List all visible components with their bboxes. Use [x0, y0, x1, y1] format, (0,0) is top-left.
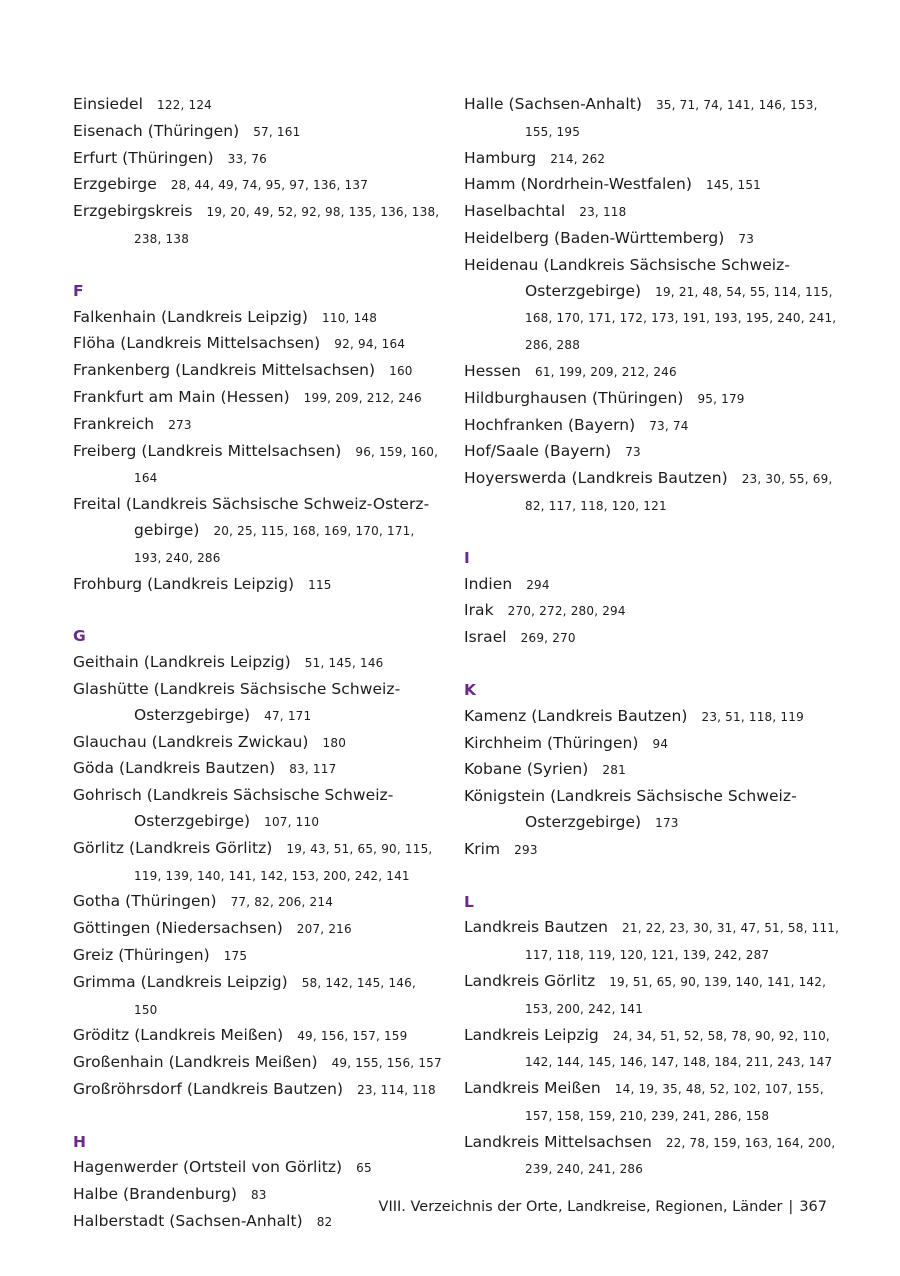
index-entry	[73, 783, 443, 836]
entry-pages: 73	[625, 445, 641, 460]
index-entry	[464, 172, 844, 199]
entry-pages: 23, 114, 118	[357, 1082, 436, 1097]
entry-pages: 49, 155, 156, 157	[331, 1056, 442, 1071]
index-entry	[464, 226, 844, 253]
entry-pages: 214, 262	[550, 151, 606, 166]
entry-pages: 173	[655, 815, 679, 830]
entry-pages: 281	[602, 763, 626, 778]
entry-name: Kirchheim (Thüringen)	[464, 733, 639, 752]
entry-pages: 73, 74	[649, 418, 689, 433]
entry-pages: 19, 43, 51, 65, 90, 115, 119, 139, 140, 141, 142, 153, 200, 242, 141	[134, 841, 433, 883]
entry-name: Erfurt (Thüringen)	[73, 148, 214, 167]
section-letter: H	[73, 1132, 86, 1151]
entry-name: Krim	[464, 839, 501, 858]
entry-name: Haselbachtal	[464, 202, 566, 221]
entry-pages: 269, 270	[520, 631, 576, 646]
entry-pages: 175	[223, 948, 248, 963]
entry-name: Einsiedel	[73, 95, 143, 113]
entry-pages: 23, 51, 118, 119	[701, 709, 804, 724]
entry-name: Eisenach (Thüringen)	[73, 121, 240, 140]
index-entry	[73, 412, 443, 439]
entry-pages: 94	[652, 736, 669, 751]
entry-name: Landkreis Meißen	[464, 1079, 601, 1098]
footer-separator: |	[788, 1199, 794, 1215]
entry-pages: 107, 110	[264, 814, 320, 829]
index-entry	[73, 199, 443, 253]
entry-name: Hamm (Nordrhein-Westfalen)	[464, 175, 692, 194]
entry-name: Großröhrsdorf (Landkreis Bautzen)	[73, 1079, 344, 1098]
entry-name: Göttingen (Niedersachsen)	[73, 919, 283, 938]
index-entry	[464, 466, 844, 520]
index-entry	[464, 92, 844, 146]
index-entry	[73, 439, 443, 493]
index-entry	[464, 199, 844, 226]
entry-pages: 61, 199, 209, 212, 246	[535, 364, 677, 379]
entry-pages: 273	[168, 417, 192, 432]
index-entry	[464, 359, 844, 386]
entry-name: Göda (Landkreis Bautzen)	[73, 759, 276, 778]
index-entry	[464, 386, 844, 413]
index-entry	[73, 331, 443, 358]
index-entry	[73, 889, 443, 916]
entry-pages: 110, 148	[322, 310, 378, 325]
entry-pages: 180	[322, 735, 347, 750]
entry-pages: 96, 159, 160, 164	[134, 444, 439, 486]
entry-name: Flöha (Landkreis Mittelsachsen)	[73, 334, 321, 353]
entry-pages: 160	[389, 364, 413, 379]
index-entry	[73, 92, 443, 119]
entry-name: Landkreis Mittelsachsen	[464, 1132, 652, 1151]
entry-pages: 35, 71, 74, 141, 146, 153, 155, 195	[525, 98, 818, 139]
index-entry	[73, 1077, 443, 1104]
entry-name: Hessen	[464, 361, 522, 380]
entry-pages: 14, 19, 35, 48, 52, 102, 107, 155, 157, 158, 159, 210, 239, 241, 286, 158	[525, 1082, 824, 1123]
entry-pages: 47, 171	[264, 708, 312, 723]
index-entry	[464, 1023, 844, 1077]
index-entry	[73, 916, 443, 943]
index-entry	[464, 598, 844, 625]
entry-pages: 57, 161	[253, 124, 301, 139]
section-letter: L	[464, 892, 474, 911]
index-entry	[464, 439, 844, 466]
entry-name: Geithain (Landkreis Leipzig)	[73, 653, 291, 672]
section-letter: G	[73, 627, 86, 646]
entry-name: Hildburghausen (Thüringen)	[464, 388, 684, 407]
entry-pages: 294	[526, 577, 550, 592]
entry-name: Glashütte (Landkreis Sächsische Schweiz-Osterzgebirge)	[73, 679, 401, 724]
entry-name: Hamburg	[464, 148, 537, 167]
index-entry	[73, 1050, 443, 1077]
entry-name: Hagenwerder (Ortsteil von Görlitz)	[73, 1158, 343, 1177]
entry-pages: 83	[250, 1188, 267, 1203]
entry-name: Landkreis Bautzen	[464, 918, 609, 937]
entry-name: Hof/Saale (Bayern)	[464, 442, 612, 461]
entry-name: Frohburg (Landkreis Leipzig)	[73, 574, 295, 593]
entry-name: Gröditz (Landkreis Meißen)	[73, 1026, 284, 1045]
index-entry	[73, 492, 443, 571]
entry-name: Heidenau (Landkreis Sächsische Schweiz-Osterzgebirge)	[464, 255, 790, 300]
entry-pages: 19, 20, 49, 52, 92, 98, 135, 136, 138, 238, 138	[134, 205, 440, 246]
entry-pages: 293	[514, 842, 538, 857]
entry-pages: 270, 272, 280, 294	[507, 604, 626, 619]
entry-pages: 58, 142, 145, 146, 150	[134, 975, 416, 1017]
entry-pages: 92, 94, 164	[334, 337, 406, 352]
index-entry	[464, 413, 844, 440]
entry-name: Großenhain (Landkreis Meißen)	[73, 1053, 318, 1072]
index-entry	[464, 253, 844, 359]
index-column-left	[73, 92, 443, 1236]
entry-name: Israel	[464, 628, 507, 647]
index-entry	[73, 119, 443, 146]
entry-pages: 115	[308, 577, 332, 592]
entry-pages: 207, 216	[296, 922, 352, 937]
entry-name: Erzgebirge	[73, 175, 157, 194]
entry-pages: 83, 117	[289, 762, 337, 777]
entry-name: Kobane (Syrien)	[464, 760, 589, 779]
index-entry	[73, 836, 443, 890]
entry-pages: 95, 179	[697, 391, 745, 406]
entry-name: Greiz (Thüringen)	[73, 945, 210, 964]
entry-pages: 21, 22, 23, 30, 31, 47, 51, 58, 111, 117, 118, 119, 120, 121, 139, 242, 287	[525, 921, 840, 963]
index-entry	[73, 677, 443, 730]
page-footer	[379, 1199, 827, 1215]
page-number: 367	[799, 1199, 827, 1215]
entry-pages: 122, 124	[156, 98, 213, 112]
index-entry	[73, 358, 443, 385]
entry-name: Freital (Landkreis Sächsische Schweiz-Osterz-gebirge)	[73, 495, 430, 539]
entry-name: Irak	[464, 601, 494, 620]
index-entry	[73, 305, 443, 332]
index-entry	[464, 969, 844, 1023]
index-entry	[73, 970, 443, 1024]
entry-name: Frankreich	[73, 414, 155, 433]
entry-name: Heidelberg (Baden-Württemberg)	[464, 228, 725, 247]
entry-name: Königstein (Landkreis Sächsische Schweiz-Osterzgebirge)	[464, 787, 797, 831]
index-entry	[464, 625, 844, 652]
index-entry	[464, 731, 844, 758]
entry-name: Freiberg (Landkreis Mittelsachsen)	[73, 441, 342, 460]
entry-name: Gotha (Thüringen)	[73, 892, 217, 911]
entry-name: Frankenberg (Landkreis Mittelsachsen)	[73, 361, 376, 380]
entry-pages: 19, 51, 65, 90, 139, 140, 141, 142, 153, 200, 242, 141	[525, 974, 827, 1016]
index-entry	[73, 943, 443, 970]
index-entry	[464, 1076, 844, 1130]
entry-pages: 23, 118	[579, 205, 627, 220]
index-entry	[464, 572, 844, 599]
entry-name: Landkreis Görlitz	[464, 971, 596, 990]
section-letter: F	[73, 281, 84, 300]
entry-pages: 33, 76	[227, 151, 268, 166]
entry-pages: 82	[316, 1215, 333, 1230]
index-entry	[73, 572, 443, 599]
index-entry	[464, 837, 844, 864]
index-entry	[73, 650, 443, 677]
index-entry	[464, 915, 844, 969]
entry-name: Erzgebirgskreis	[73, 202, 193, 221]
entry-name: Halbe (Brandenburg)	[73, 1185, 237, 1204]
entry-name: Falkenhain (Landkreis Leipzig)	[73, 307, 309, 326]
entry-pages: 24, 34, 51, 52, 58, 78, 90, 92, 110, 142, 144, 145, 146, 147, 148, 184, 211, 243, 147	[525, 1028, 833, 1070]
entry-pages: 73	[738, 231, 755, 246]
entry-pages: 49, 156, 157, 159	[297, 1029, 408, 1044]
entry-name: Kamenz (Landkreis Bautzen)	[464, 706, 688, 725]
index-entry	[73, 756, 443, 783]
entry-pages: 28, 44, 49, 74, 95, 97, 136, 137	[170, 178, 369, 193]
entry-name: Gohrisch (Landkreis Sächsische Schweiz-Osterzgebirge)	[73, 786, 394, 830]
section-letter: I	[464, 548, 470, 567]
index-entry	[73, 730, 443, 757]
entry-pages: 20, 25, 115, 168, 169, 170, 171, 193, 240, 286	[134, 523, 415, 565]
index-entry	[464, 146, 844, 173]
entry-name: Halle (Sachsen-Anhalt)	[464, 95, 642, 113]
index-entry	[73, 146, 443, 173]
index-entry	[73, 1155, 443, 1182]
section-letter: K	[464, 680, 477, 699]
entry-name: Grimma (Landkreis Leipzig)	[73, 972, 288, 991]
entry-name: Indien	[464, 574, 513, 593]
entry-pages: 145, 151	[705, 178, 762, 193]
entry-pages: 23, 30, 55, 69, 82, 117, 118, 120, 121	[525, 472, 833, 513]
index-entry	[464, 704, 844, 731]
entry-pages: 19, 21, 48, 54, 55, 114, 115, 168, 170, 171, 172, 173, 191, 193, 195, 240, 241, 286, 288	[525, 284, 837, 353]
footer-chapter-title: VIII. Verzeichnis der Orte, Landkreise, Regionen, Länder	[378, 1199, 783, 1215]
entry-pages: 199, 209, 212, 246	[303, 390, 422, 405]
entry-name: Halberstadt (Sachsen-Anhalt)	[73, 1212, 303, 1231]
entry-name: Hoyerswerda (Landkreis Bautzen)	[464, 469, 728, 488]
index-entry	[73, 1023, 443, 1050]
entry-name: Görlitz (Landkreis Görlitz)	[73, 838, 273, 857]
entry-name: Hochfranken (Bayern)	[464, 415, 636, 434]
entry-pages: 51, 145, 146	[304, 656, 384, 671]
entry-name: Frankfurt am Main (Hessen)	[73, 387, 290, 406]
index-entry	[73, 172, 443, 199]
index-entry	[464, 784, 844, 837]
index-entry	[464, 757, 844, 784]
index-entry	[464, 1130, 844, 1184]
entry-pages: 77, 82, 206, 214	[230, 895, 334, 910]
entry-name: Landkreis Leipzig	[464, 1025, 599, 1044]
index-column-right	[464, 92, 844, 1183]
index-entry	[73, 385, 443, 412]
entry-pages: 65	[356, 1161, 372, 1176]
entry-pages: 22, 78, 159, 163, 164, 200, 239, 240, 241, 286	[525, 1135, 836, 1177]
entry-name: Glauchau (Landkreis Zwickau)	[73, 732, 309, 751]
